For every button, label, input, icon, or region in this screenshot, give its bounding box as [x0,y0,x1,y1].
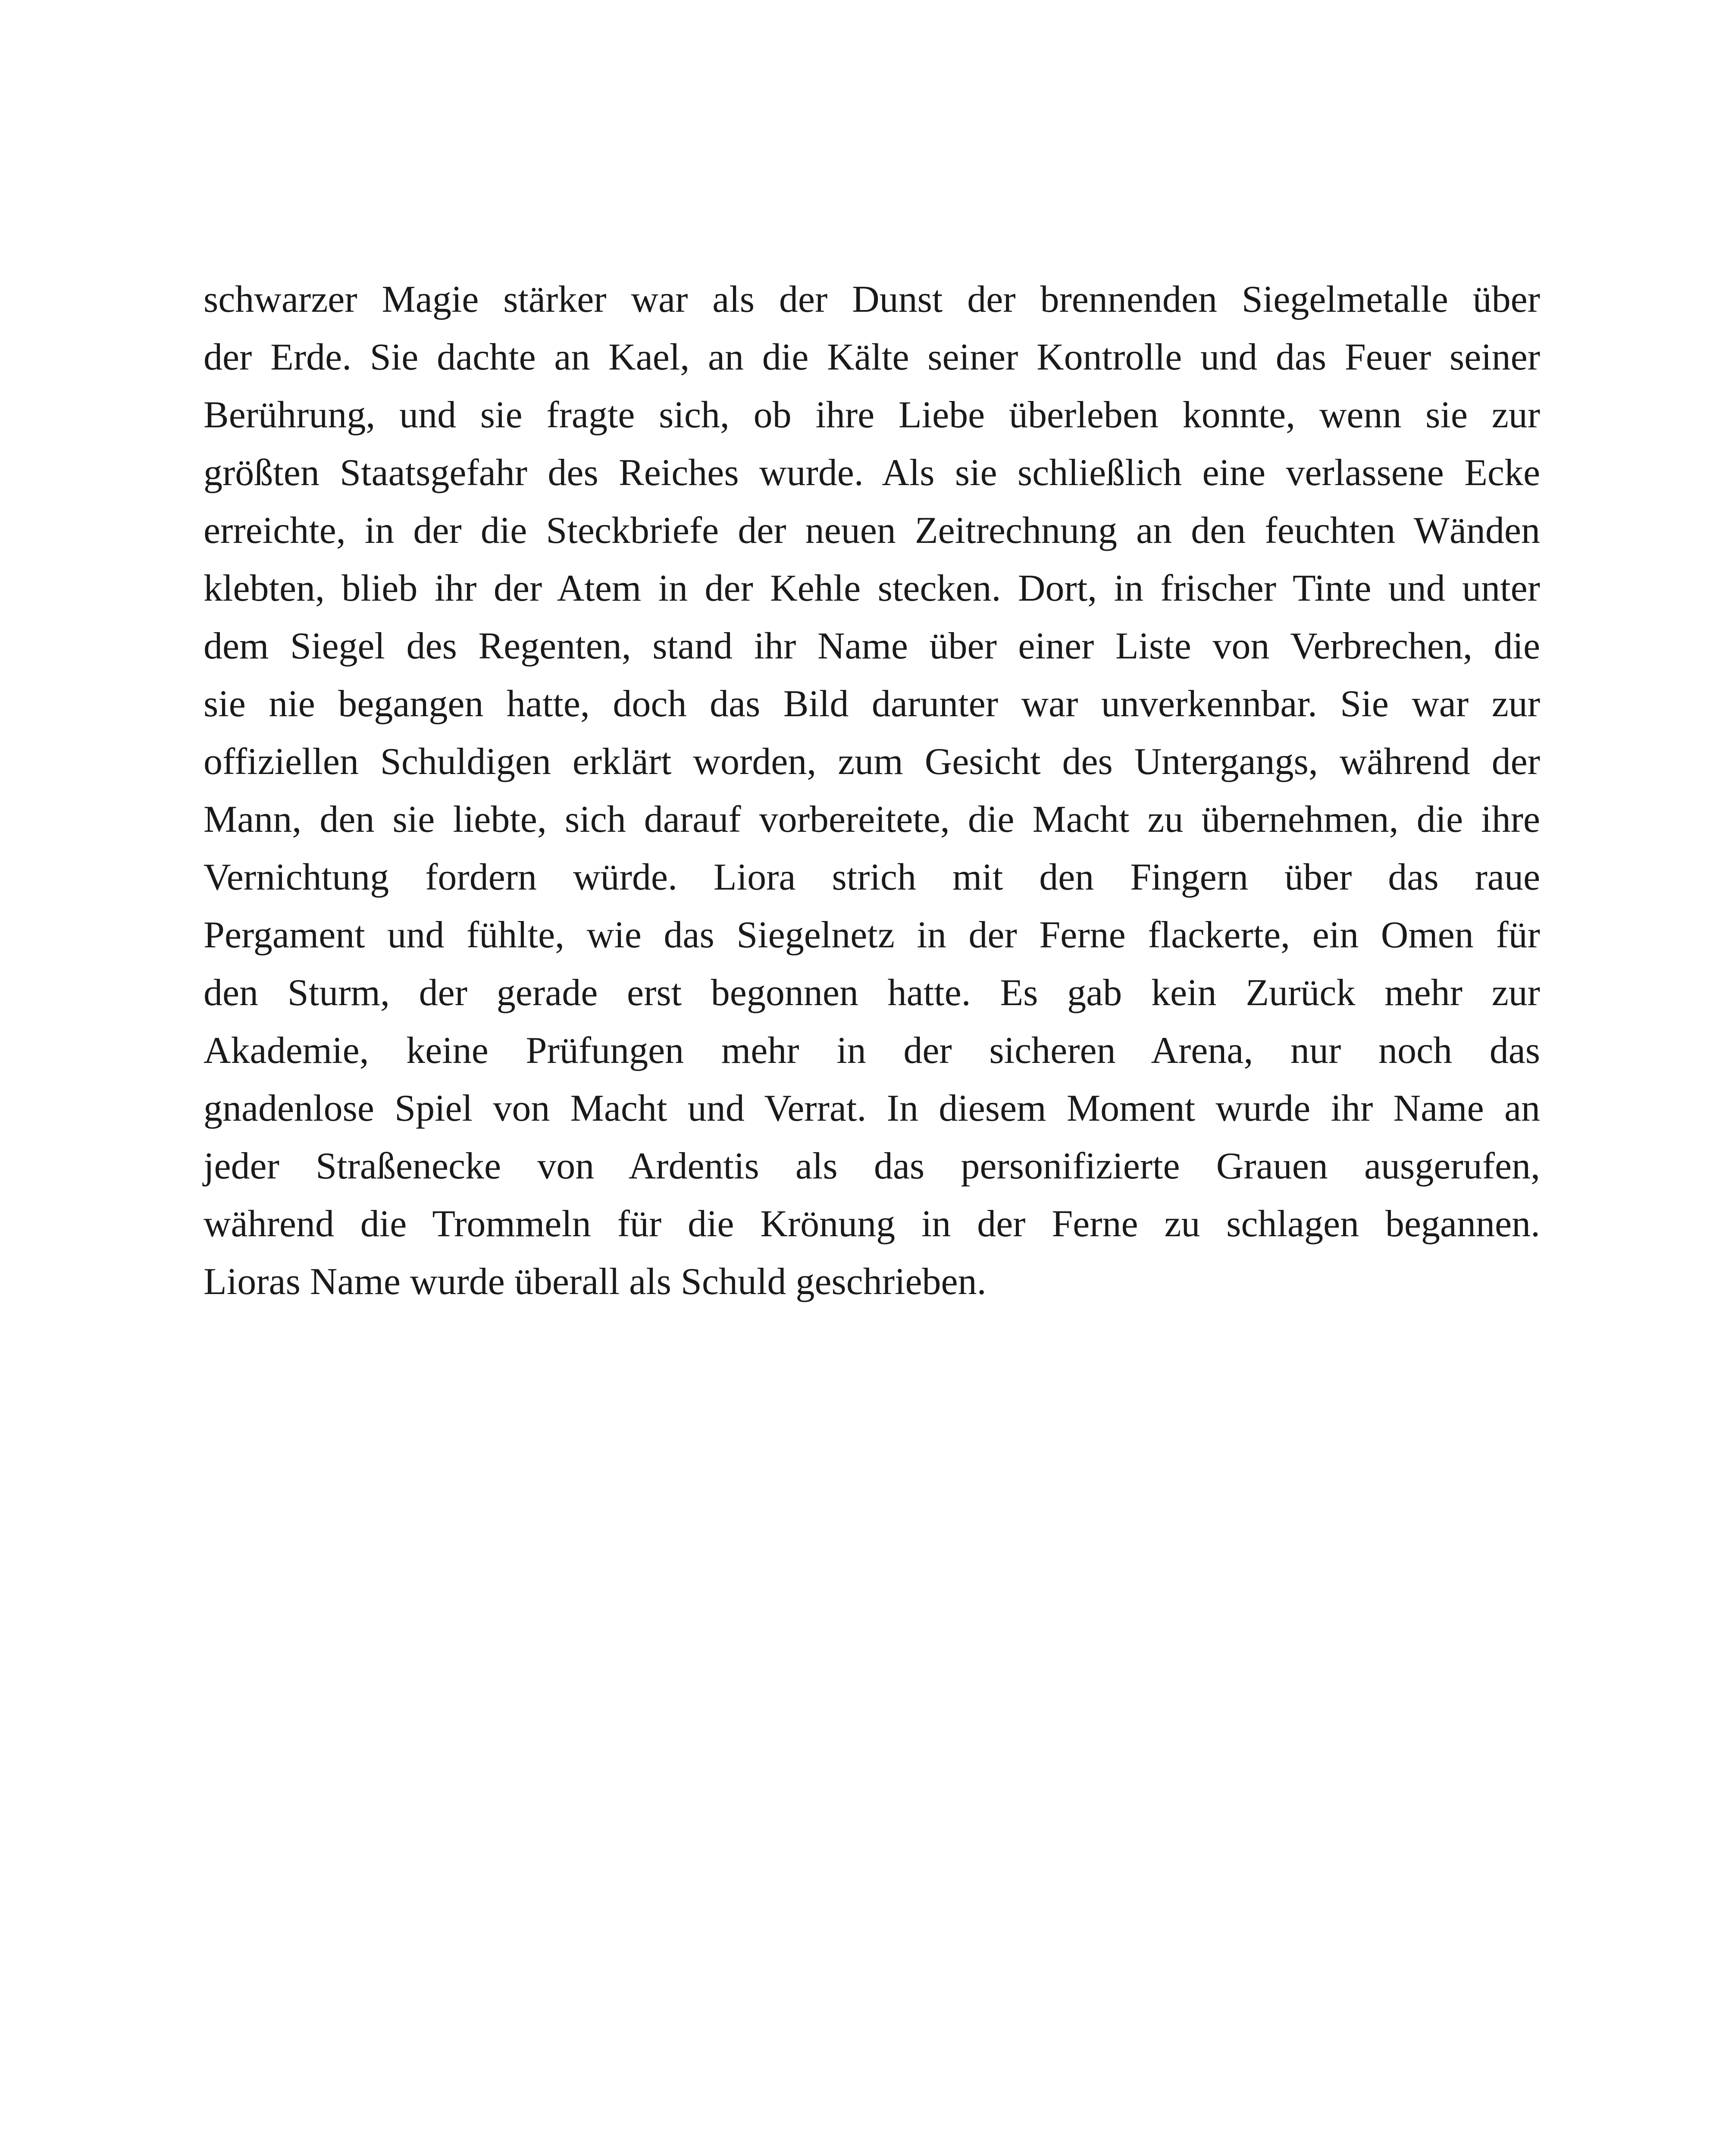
text-line: sie nie begangen hatte, doch das Bild darunter war unverkennbar. Sie war zur [204,683,1540,725]
text-line: Mann, den sie liebte, sich darauf vorbereitete, die Macht zu übernehmen, die ihre [204,799,1540,840]
text-line: klebten, blieb ihr der Atem in der Kehle stecken. Dort, in frischer Tinte und unter [204,567,1540,609]
text-line: gnadenlose Spiel von Macht und Verrat. In diesem Moment wurde ihr Name an [204,1087,1540,1129]
text-line: während die Trommeln für die Krönung in der Ferne zu schlagen begannen. [204,1203,1540,1245]
text-line: erreichte, in der die Steckbriefe der neuen Zeitrechnung an den feuchten Wänden [204,510,1540,552]
text-line: Lioras Name wurde überall als Schuld geschrieben. [204,1261,987,1303]
text-line: der Erde. Sie dachte an Kael, an die Kälte seiner Kontrolle und das Feuer seiner [204,336,1540,378]
text-line: jeder Straßenecke von Ardentis als das personifizierte Grauen ausgerufen, [204,1145,1540,1187]
text-line: größten Staatsgefahr des Reiches wurde. Als sie schließlich eine verlassene Ecke [204,452,1540,494]
text-line: schwarzer Magie stärker war als der Dunst der brennenden Siegelmetalle über [204,279,1540,320]
text-line: Pergament und fühlte, wie das Siegelnetz in der Ferne flackerte, ein Omen für [204,914,1540,956]
text-line: Berührung, und sie fragte sich, ob ihre Liebe überleben konnte, wenn sie zur [204,394,1540,436]
text-line: offiziellen Schuldigen erklärt worden, zum Gesicht des Untergangs, während der [204,741,1540,783]
body-paragraph [204,271,1540,1311]
text-line: den Sturm, der gerade erst begonnen hatte. Es gab kein Zurück mehr zur [204,972,1540,1014]
text-line: dem Siegel des Regenten, stand ihr Name über einer Liste von Verbrechen, die [204,625,1540,667]
text-line: Vernichtung fordern würde. Liora strich mit den Fingern über das raue [204,856,1540,898]
text-line: Akademie, keine Prüfungen mehr in der sicheren Arena, nur noch das [204,1030,1540,1072]
